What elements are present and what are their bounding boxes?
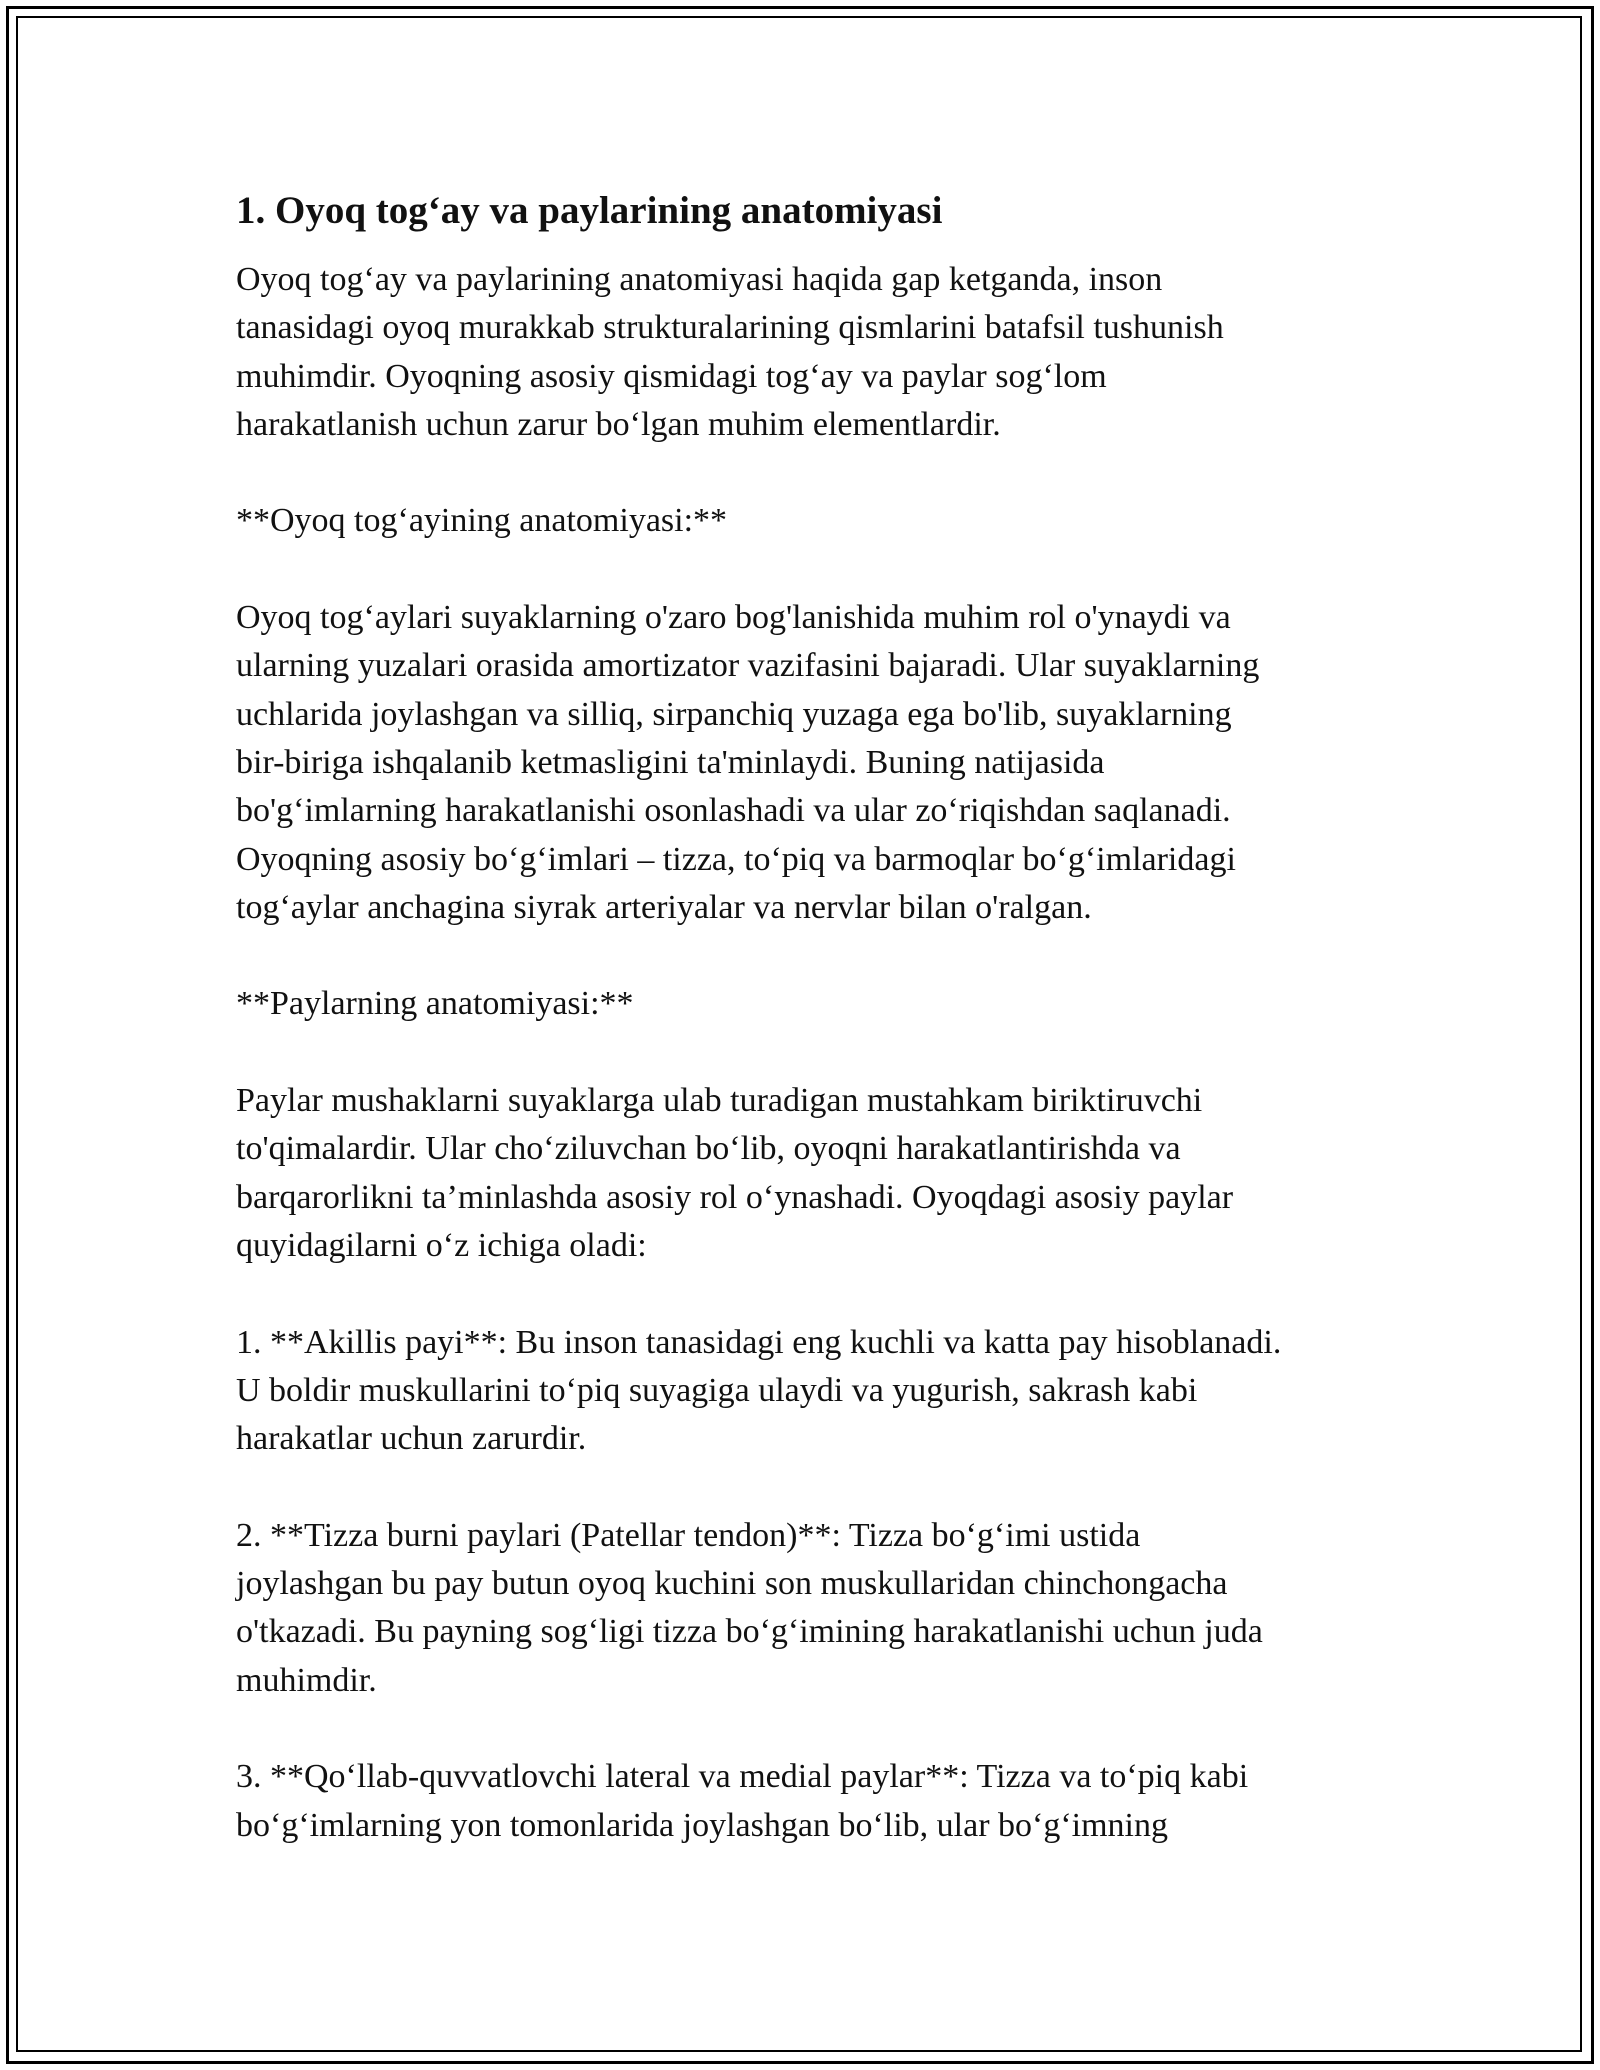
text-line: joylashgan bu pay butun oyoq kuchini son muskullaridan chinchongacha <box>236 1565 1228 1603</box>
text-line: Oyoqning asosiy bo‘g‘imlari – tizza, to‘piq va barmoqlar bo‘g‘imlaridagi <box>236 840 1236 878</box>
text-line: ularning yuzalari orasida amortizator vazifasini bajaradi. Ular suyaklarning <box>236 647 1260 685</box>
section-heading: 1. Oyoq tog‘ay va paylarining anatomiyasi <box>236 189 943 232</box>
cartilage-paragraph <box>236 594 1386 932</box>
text-line: muhimdir. Oyoqning asosiy qismidagi tog‘ay va paylar sog‘lom <box>236 357 1107 395</box>
text-line: 2. **Tizza burni paylari (Patellar tendon)**: Tizza bo‘g‘imi ustida <box>236 1516 1141 1554</box>
text-line: Oyoq tog‘aylari suyaklarning o'zaro bog'lanishida muhim rol o'ynaydi va <box>236 599 1231 637</box>
text-line: uchlarida joylashgan va silliq, sirpanchiq yuzaga ega bo'lib, suyaklarning <box>236 695 1232 733</box>
text-line: **Paylarning anatomiyasi:** <box>236 985 634 1023</box>
text-line: to'qimalardir. Ular cho‘ziluvchan bo‘lib, oyoqni harakatlantirishda va <box>236 1130 1181 1168</box>
text-line: Paylar mushaklarni suyaklarga ulab turadigan mustahkam biriktiruvchi <box>236 1082 1203 1120</box>
text-line: quyidagilarni o‘z ichiga oladi: <box>236 1226 647 1264</box>
intro-paragraph <box>236 256 1386 449</box>
text-line: tanasidagi oyoq murakkab strukturalarining qismlarini batafsil tushunish <box>236 309 1224 347</box>
list-item-achilles <box>236 1319 1386 1464</box>
text-line: 1. **Akillis payi**: Bu inson tanasidagi eng kuchli va katta pay hisoblanadi. <box>236 1323 1282 1361</box>
text-line: **Oyoq tog‘ayining anatomiyasi:** <box>236 502 728 540</box>
text-line: bo‘g‘imlarning yon tomonlarida joylashgan bo‘lib, ular bo‘g‘imning <box>236 1806 1168 1844</box>
text-line: Oyoq tog‘ay va paylarining anatomiyasi haqida gap ketganda, inson <box>236 261 1163 298</box>
list-item-collateral <box>236 1753 1386 1850</box>
list-item-patellar <box>236 1512 1386 1705</box>
text-line: 3. **Qo‘llab-quvvatlovchi lateral va medial paylar**: Tizza va to‘piq kabi <box>236 1758 1249 1796</box>
text-line: U boldir muskullarini to‘piq suyagiga ulaydi va yugurish, sakrash kabi <box>236 1371 1198 1409</box>
text-line: harakatlanish uchun zarur bo‘lgan muhim elementlardir. <box>236 405 1001 443</box>
tendons-paragraph <box>236 1077 1386 1270</box>
text-line: bo'g‘imlarning harakatlanishi osonlashadi va ular zo‘riqishdan saqlanadi. <box>236 792 1231 830</box>
cartilage-subheading <box>236 497 1386 545</box>
text-line: muhimdir. <box>236 1661 377 1699</box>
text-line: tog‘aylar anchagina siyrak arteriyalar va nervlar bilan o'ralgan. <box>236 888 1092 926</box>
text-line: o'tkazadi. Bu payning sog‘ligi tizza bo‘g‘imining harakatlanishi uchun juda <box>236 1613 1263 1651</box>
document-body <box>236 186 1386 1850</box>
tendons-subheading <box>236 980 1386 1028</box>
text-line: bir-biriga ishqalanib ketmasligini ta'minlaydi. Buning natijasida <box>236 743 1105 781</box>
text-line: barqarorlikni ta’minlashda asosiy rol o‘ynashadi. Oyoqdagi asosiy paylar <box>236 1178 1234 1216</box>
text-line: harakatlar uchun zarurdir. <box>236 1420 587 1458</box>
